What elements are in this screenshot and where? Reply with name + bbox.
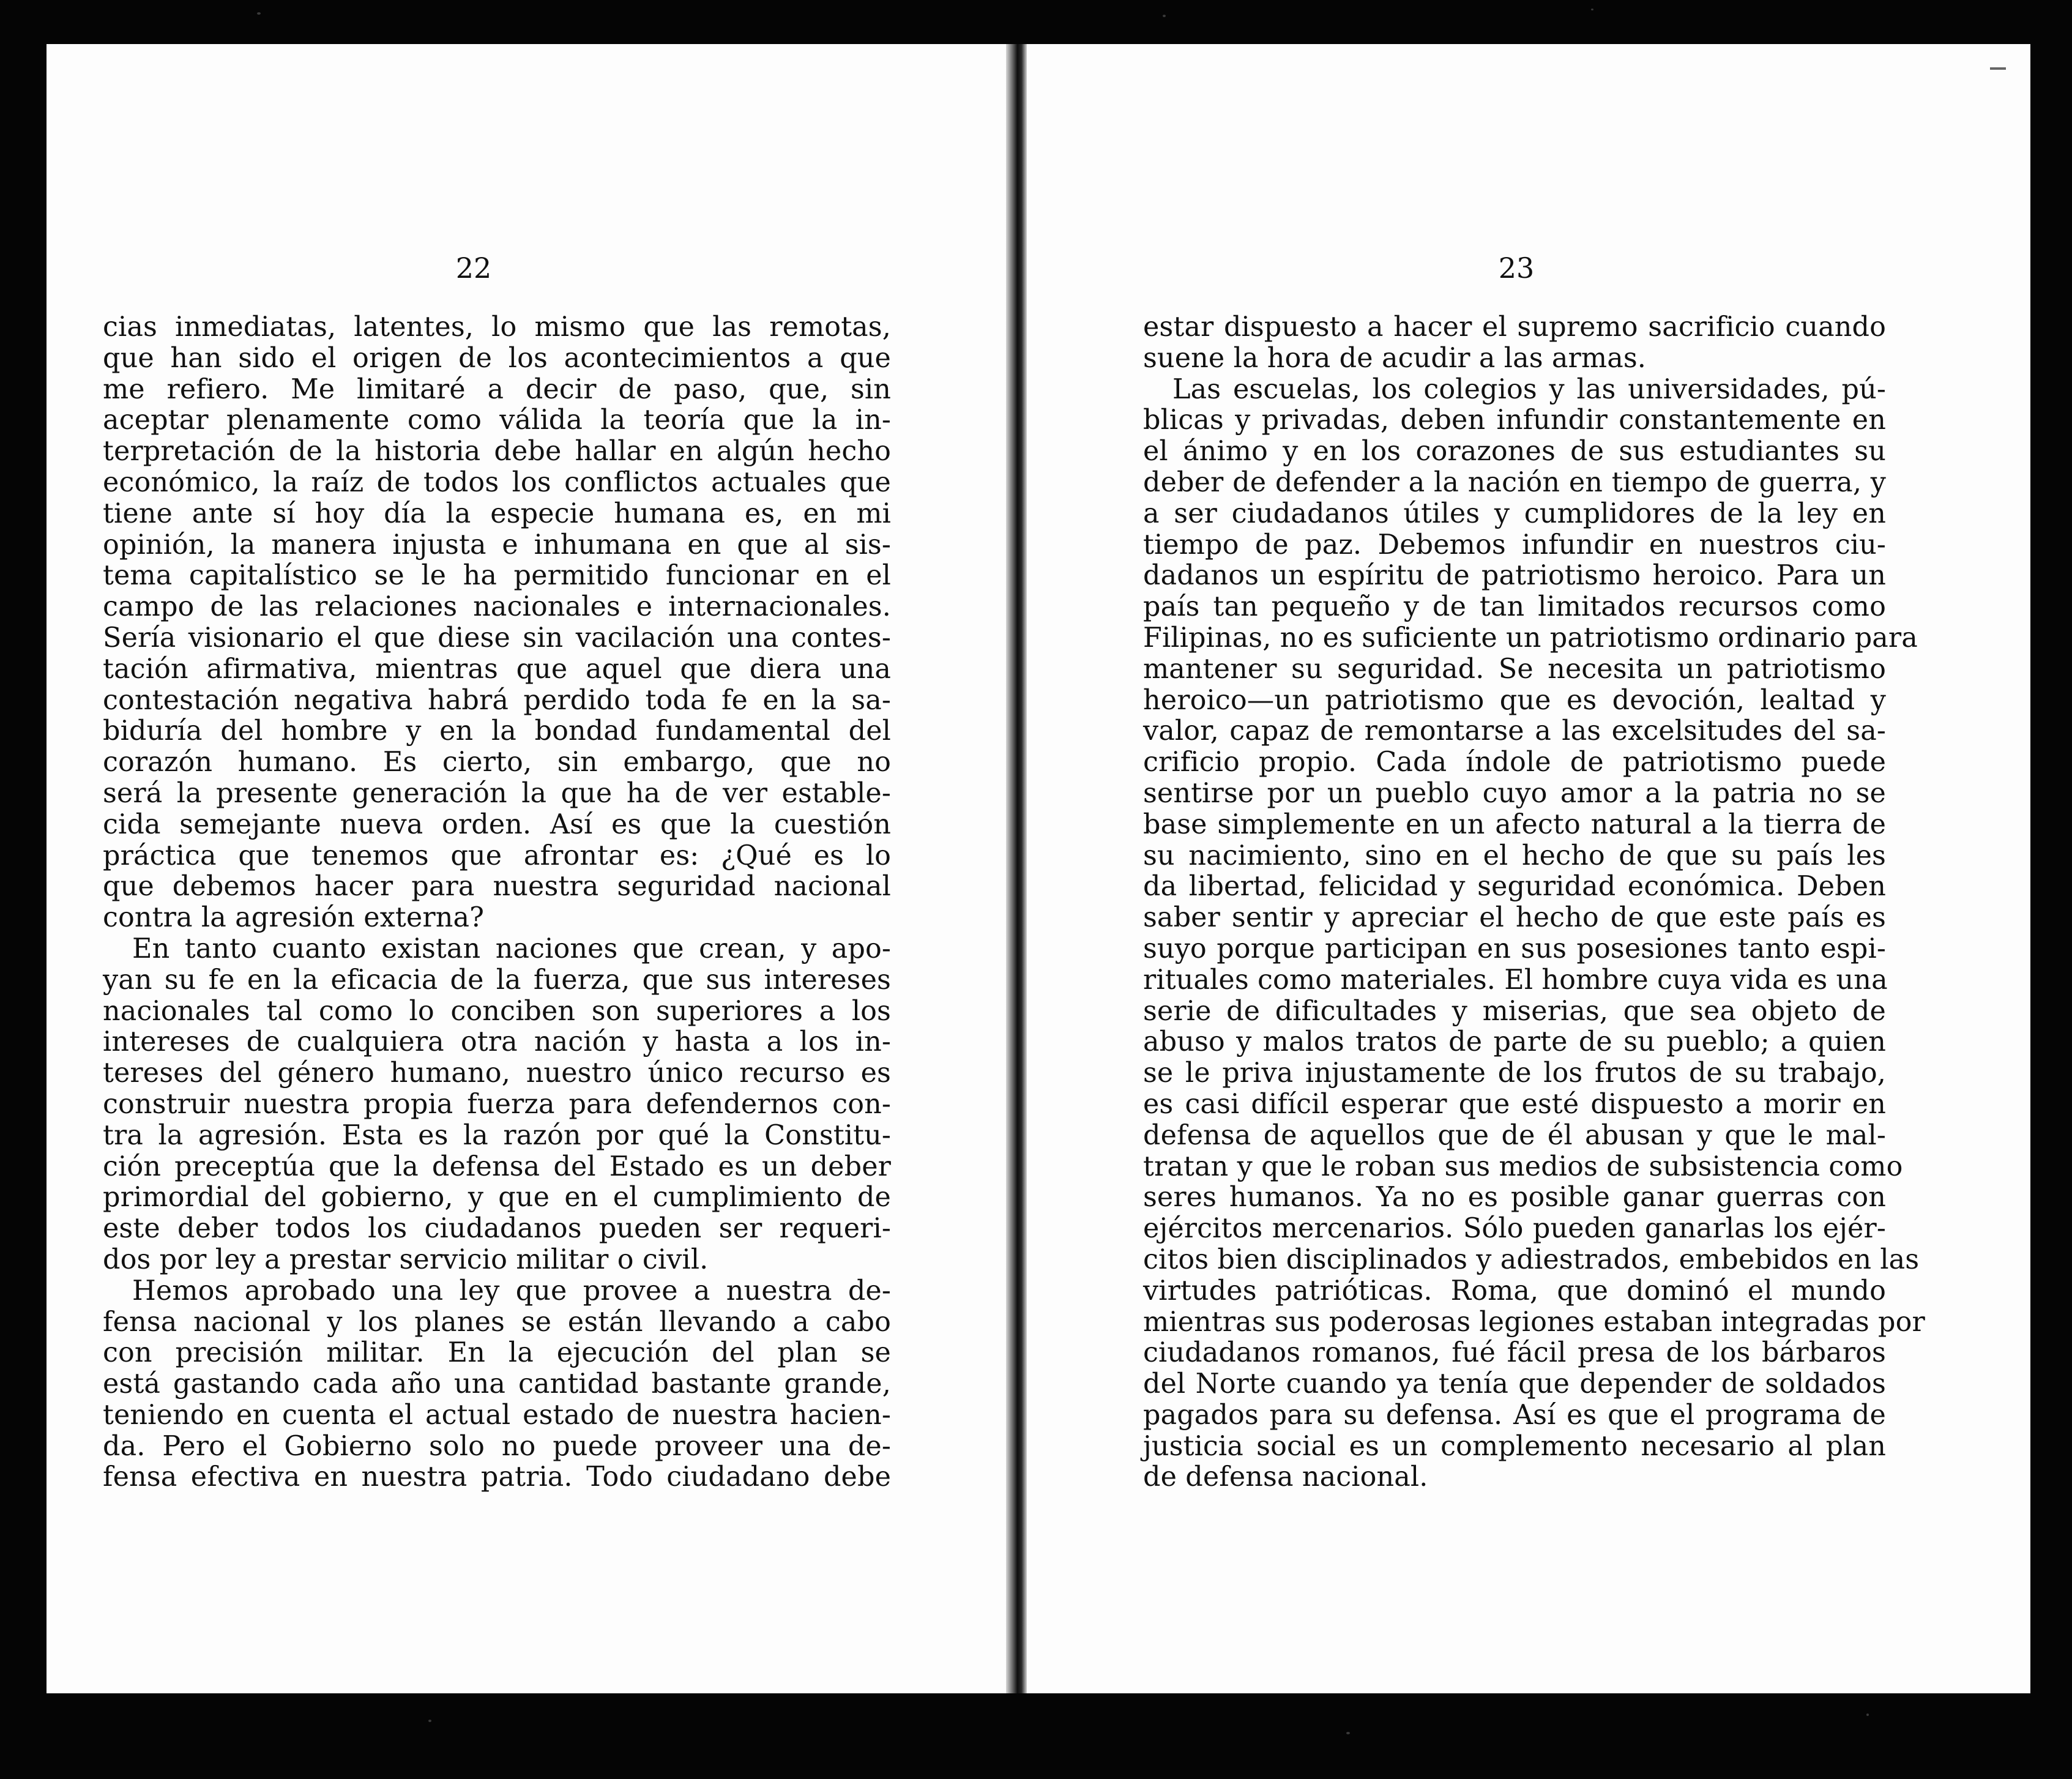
text-line: este deber todos los ciudadanos pueden ser requeri- [103,1213,891,1245]
text-line: campo de las relaciones nacionales e internacionales. [103,591,891,623]
text-line: económico, la raíz de todos los conflictos actuales que [103,466,891,498]
scan-mark [1990,67,2006,70]
text-line: ciudadanos romanos, fué fácil presa de los bárbaros [1143,1337,1886,1369]
book-gutter [1006,44,1027,1693]
text-line: será la presente generación la que ha de ver estable- [103,777,891,809]
right-page [1027,44,2030,1693]
text-line: En tanto cuanto existan naciones que crean, y apo- [132,933,891,964]
text-line: tra la agresión. Esta es la razón por qué la Constitu- [103,1119,891,1151]
text-line: dadanos un espíritu de patriotismo heroico. Para un [1143,560,1886,592]
text-line: corazón humano. Es cierto, sin embargo, que no [103,747,891,778]
text-line: tación afirmativa, mientras que aquel que diera una [103,653,891,685]
text-line: nacionales tal como lo conciben son superiores a los [103,995,891,1027]
scan-noise [257,12,261,15]
text-line: abuso y malos tratos de parte de su pueblo; a quien [1143,1026,1886,1058]
text-line: valor, capaz de remontarse a las excelsitudes del sa- [1143,715,1886,747]
text-line: serie de dificultades y miserias, que sea objeto de [1143,995,1886,1027]
page-number: 22 [455,252,492,285]
text-line: su nacimiento, sino en el hecho de que su país les [1143,840,1886,871]
text-line: da libertad, felicidad y seguridad económica. Deben [1143,871,1886,903]
text-line: Filipinas, no es suficiente un patriotismo ordinario para [1143,622,1918,654]
text-line: Las escuelas, los colegios y las universidades, pú- [1172,373,1886,405]
text-line: ejércitos mercenarios. Sólo pueden ganarlas los ejér- [1143,1213,1886,1245]
text-line: dos por ley a prestar servicio militar o civil. [103,1244,709,1275]
text-line: tiene ante sí hoy día la especie humana es, en mi [103,498,891,529]
text-line: yan su fe en la eficacia de la fuerza, que sus intereses [103,964,891,996]
text-line: aceptar plenamente como válida la teoría que la in- [103,405,891,436]
scan-noise [1346,1732,1350,1734]
text-line: opinión, la manera injusta e inhumana en que al sis- [103,529,891,561]
text-line: que han sido el origen de los acontecimientos a que [103,342,891,374]
text-line: citos bien disciplinados y adiestrados, embebidos en las [1143,1244,1920,1275]
text-line: es casi difícil esperar que esté dispuesto a morir en [1143,1088,1886,1120]
text-line: justicia social es un complemento necesario al plan [1143,1430,1886,1462]
text-line: estar dispuesto a hacer el supremo sacrificio cuando [1143,311,1886,343]
text-line: defensa de aquellos que de él abusan y que le mal- [1143,1119,1886,1151]
text-line: virtudes patrióticas. Roma, que dominó el mundo [1143,1275,1886,1307]
text-line: Hemos aprobado una ley que provee a nuestra de- [132,1275,891,1307]
text-line: Sería visionario el que diese sin vacilación una contes- [103,622,891,654]
body-text [1143,311,1925,1493]
text-line: cias inmediatas, latentes, lo mismo que las remotas, [103,311,891,343]
text-line: intereses de cualquiera otra nación y hasta a los in- [103,1026,891,1058]
text-line: construir nuestra propia fuerza para defendernos con- [103,1088,891,1120]
text-line: contra la agresión externa? [103,902,485,934]
text-line: crificio propio. Cada índole de patriotismo puede [1143,747,1886,778]
text-line: saber sentir y apreciar el hecho de que este país es [1143,902,1886,934]
text-line: cida semejante nueva orden. Así es que la cuestión [103,808,891,840]
text-line: terpretación de la historia debe hallar en algún hecho [103,436,891,468]
text-line: mantener su seguridad. Se necesita un patriotismo [1143,653,1886,685]
text-line: suene la hora de acudir a las armas. [1143,342,1647,374]
text-line: pagados para su defensa. Así es que el programa de [1143,1399,1886,1431]
text-line: mientras sus poderosas legiones estaban integradas por [1143,1306,1925,1338]
text-line: que debemos hacer para nuestra seguridad nacional [103,871,891,903]
text-line: el ánimo y en los corazones de sus estudiantes su [1143,436,1886,468]
text-line: me refiero. Me limitaré a decir de paso, que, sin [103,373,891,405]
scan-noise [428,1720,431,1722]
text-line: tiempo de paz. Debemos infundir en nuestros ciu- [1143,529,1886,561]
text-line: deber de defender a la nación en tiempo de guerra, y [1143,466,1886,498]
text-line: tema capitalístico se le ha permitido funcionar en el [103,560,891,592]
left-page [47,44,1006,1693]
text-line: primordial del gobierno, y que en el cumplimiento de [103,1182,891,1214]
text-line: rituales como materiales. El hombre cuya vida es una [1143,964,1888,996]
text-line: con precisión militar. En la ejecución del plan se [103,1337,891,1369]
text-line: a ser ciudadanos útiles y cumplidores de la ley en [1143,498,1886,529]
text-line: suyo porque participan en sus posesiones tanto espi- [1143,933,1886,964]
text-line: teniendo en cuenta el actual estado de nuestra hacien- [103,1399,891,1431]
text-line: está gastando cada año una cantidad bastante grande, [103,1368,891,1400]
text-line: da. Pero el Gobierno solo no puede proveer una de- [103,1430,891,1462]
text-line: práctica que tenemos que afrontar es: ¿Qué es lo [103,840,891,871]
text-line: ción preceptúa que la defensa del Estado es un deber [103,1151,891,1182]
text-line: sentirse por un pueblo cuyo amor a la patria no se [1143,777,1886,809]
scan-noise [1866,1714,1869,1716]
text-line: tratan y que le roban sus medios de subsistencia como [1143,1151,1903,1182]
text-line: fensa efectiva en nuestra patria. Todo ciudadano debe [103,1461,891,1493]
text-line: país tan pequeño y de tan limitados recursos como [1143,591,1886,623]
scan-noise [1591,9,1593,10]
text-line: base simplemente en un afecto natural a la tierra de [1143,808,1886,840]
text-line: biduría del hombre y en la bondad fundamental del [103,715,891,747]
text-line: blicas y privadas, deben infundir constantemente en [1143,405,1886,436]
text-line: se le priva injustamente de los frutos de su trabajo, [1143,1057,1886,1089]
text-line: fensa nacional y los planes se están llevando a cabo [103,1306,891,1338]
scan-noise [1163,15,1166,17]
text-line: tereses del género humano, nuestro único recurso es [103,1057,891,1089]
text-line: de defensa nacional. [1143,1461,1428,1493]
text-line: seres humanos. Ya no es posible ganar guerras con [1143,1182,1886,1214]
text-line: del Norte cuando ya tenía que depender de soldados [1143,1368,1886,1400]
body-text [103,312,891,1493]
text-line: heroico—un patriotismo que es devoción, lealtad y [1143,684,1886,716]
text-line: contestación negativa habrá perdido toda fe en la sa- [103,684,891,716]
page-number: 23 [1498,252,1535,285]
